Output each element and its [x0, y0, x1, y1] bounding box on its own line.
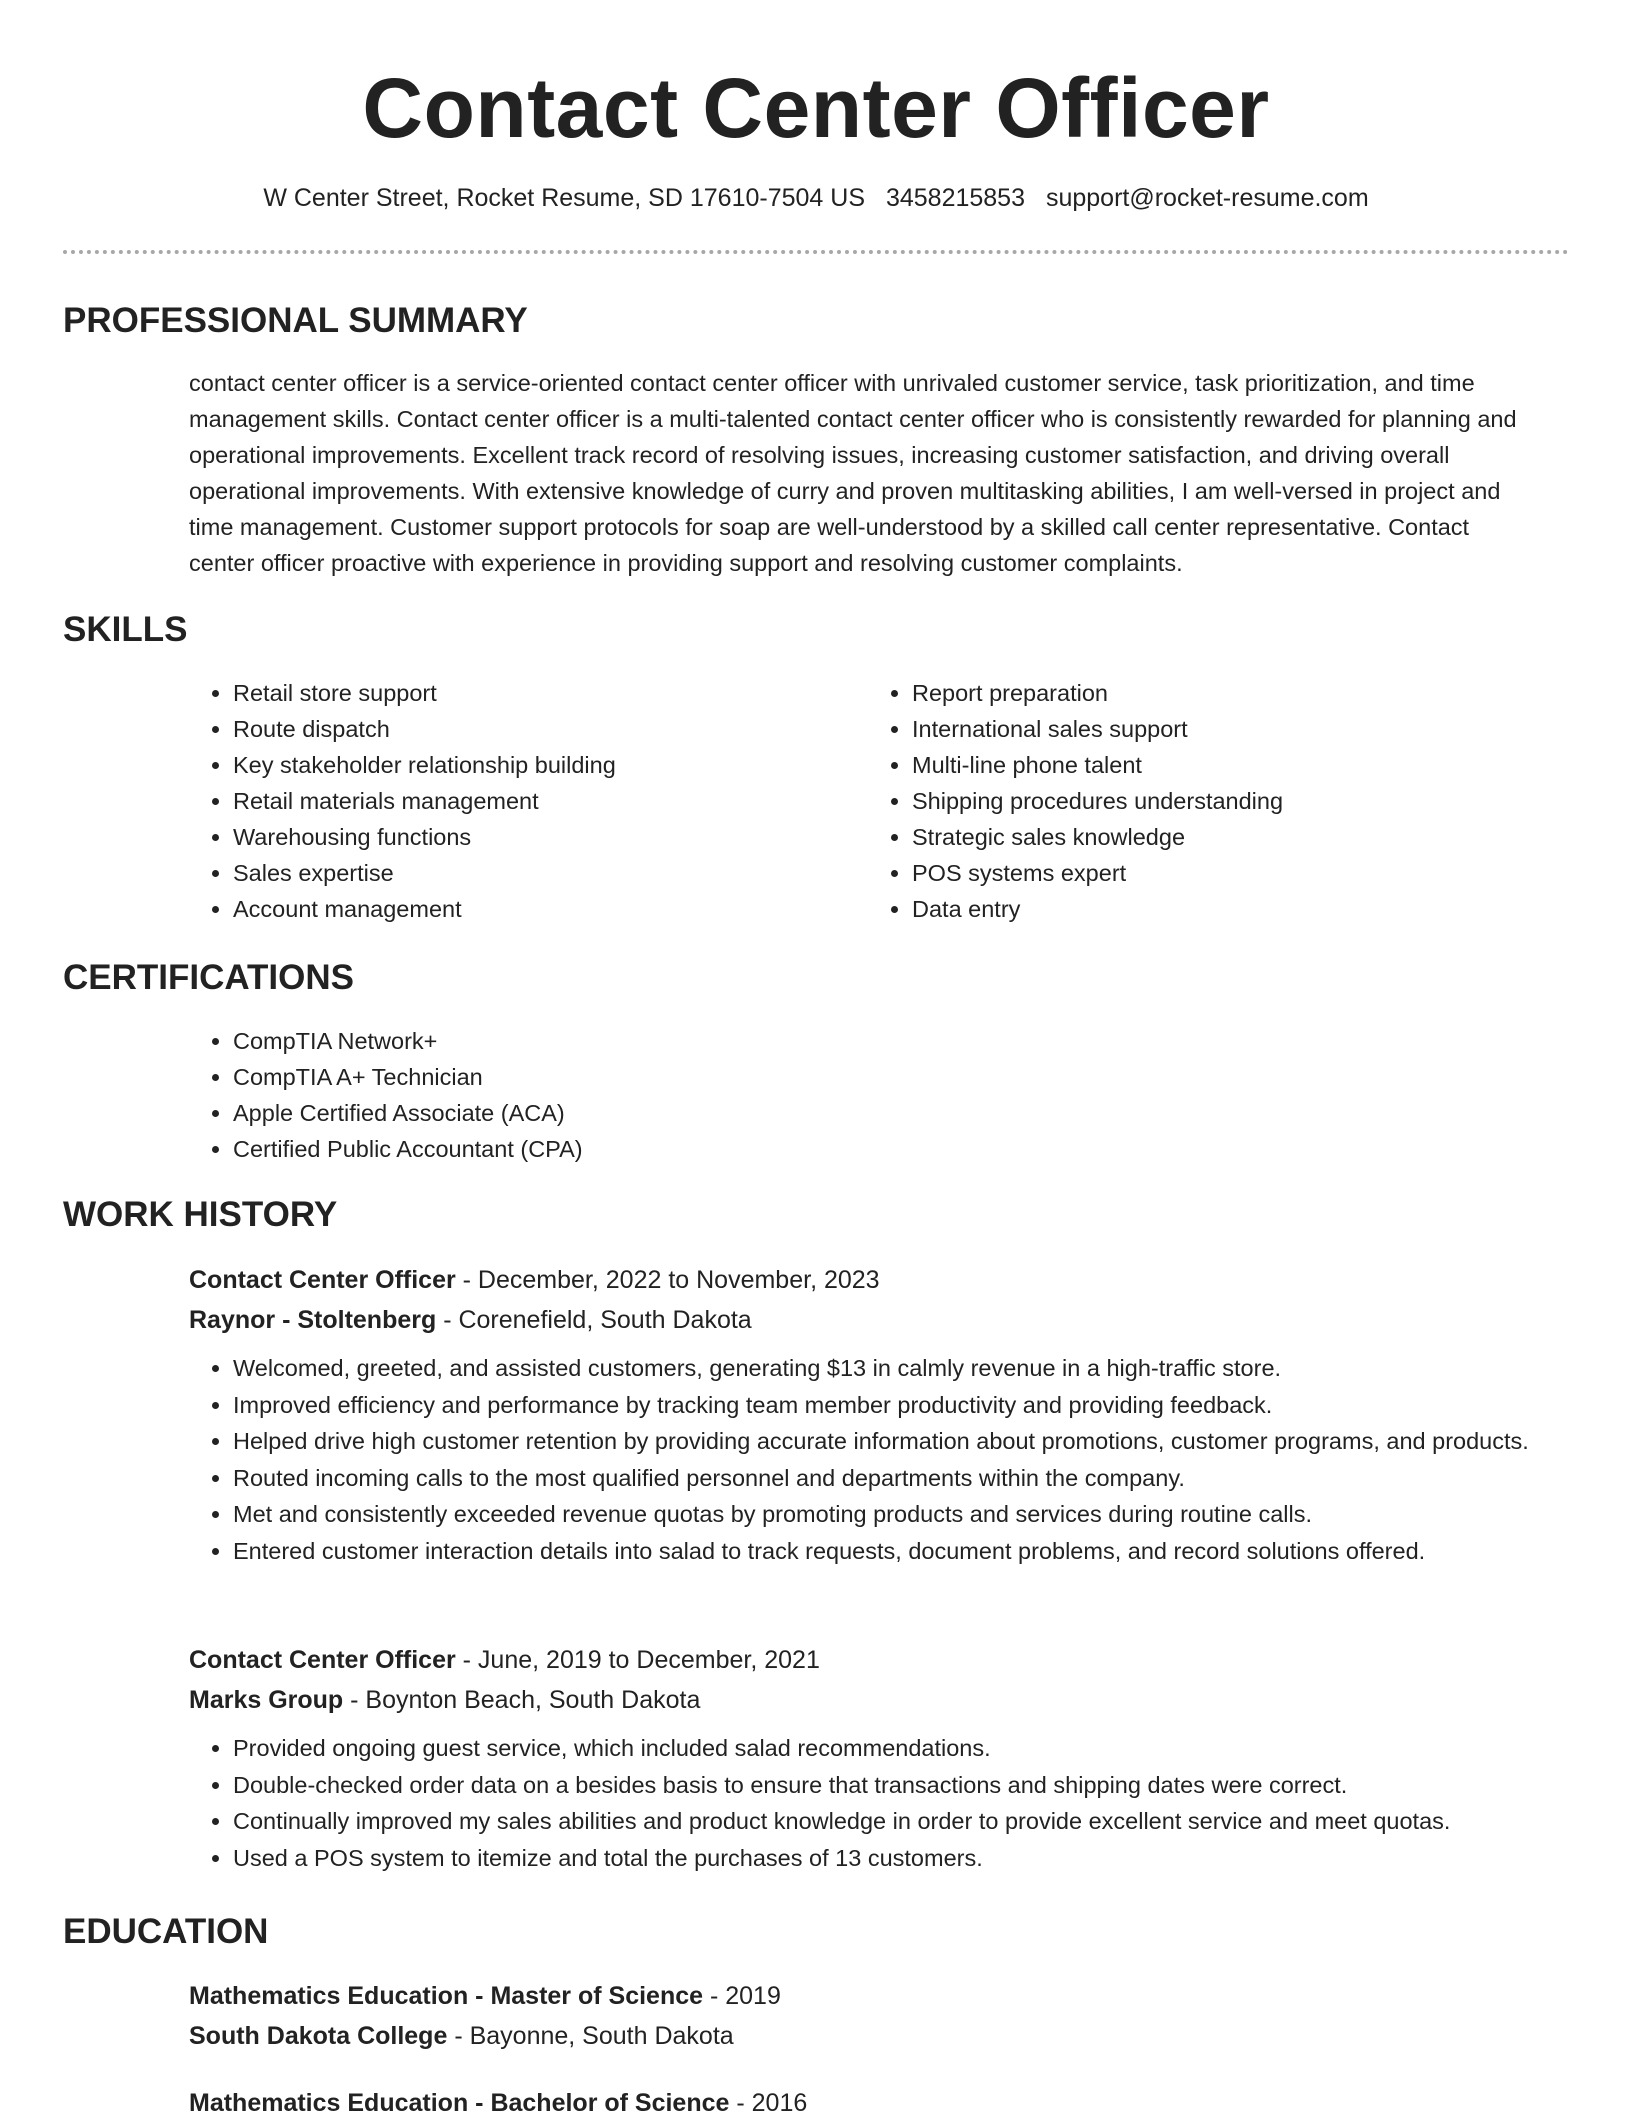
- education-entry: [189, 2083, 1549, 2123]
- education-entry: [189, 1976, 1549, 2056]
- skill-item: • Report preparation: [912, 675, 1508, 711]
- education-degree-line: [189, 2083, 1549, 2123]
- section-title-certifications: CERTIFICATIONS: [63, 958, 355, 997]
- job-duty-item: • Provided ongoing guest service, which included salad recommendations.: [233, 1730, 1549, 1767]
- skills-list-left: [189, 675, 829, 927]
- job-title: Contact Center Officer: [189, 1266, 456, 1294]
- skill-item: • Strategic sales knowledge: [912, 819, 1508, 855]
- certifications-list: [189, 1023, 1189, 1167]
- contact-phone: 3458215853: [885, 184, 1025, 212]
- skill-item: • Multi-line phone talent: [912, 747, 1508, 783]
- skill-item: • POS systems expert: [912, 855, 1508, 891]
- skill-item: • Route dispatch: [233, 711, 829, 747]
- skill-item: • Data entry: [912, 891, 1508, 927]
- job-entry: [189, 1640, 1549, 1876]
- job-duty-item: • Used a POS system to itemize and total the purchases of 13 customers.: [233, 1840, 1549, 1877]
- header-divider: [63, 250, 1569, 254]
- skill-item: • International sales support: [912, 711, 1508, 747]
- skill-item: • Key stakeholder relationship building: [233, 747, 829, 783]
- job-title-line: [189, 1640, 1549, 1680]
- certification-item: • CompTIA Network+: [233, 1023, 1189, 1059]
- certification-item: • Apple Certified Associate (ACA): [233, 1095, 1189, 1131]
- job-dates: - June, 2019 to December, 2021: [455, 1646, 820, 1674]
- job-duty-item: • Helped drive high customer retention by providing accurate information about promotions, customer programs, and products.: [233, 1423, 1549, 1460]
- section-title-work-history: WORK HISTORY: [63, 1195, 338, 1234]
- job-duty-item: • Welcomed, greeted, and assisted customers, generating $13 in calmly revenue in a high-traffic store.: [233, 1350, 1549, 1387]
- contact-email: support@rocket-resume.com: [1045, 184, 1369, 212]
- skill-item: • Retail materials management: [233, 783, 829, 819]
- job-duty-item: • Double-checked order data on a besides basis to ensure that transactions and shipping dates were correct.: [233, 1767, 1549, 1804]
- job-duties-list: [189, 1730, 1549, 1876]
- skill-item: • Warehousing functions: [233, 819, 829, 855]
- education-location: - Bayonne, South Dakota: [447, 2022, 734, 2050]
- education-degree: Mathematics Education - Bachelor of Science: [189, 2089, 730, 2117]
- skill-item: • Sales expertise: [233, 855, 829, 891]
- section-title-skills: SKILLS: [63, 610, 188, 649]
- job-company-line: [189, 1300, 1549, 1340]
- job-duties-list: [189, 1350, 1549, 1569]
- job-duty-item: • Routed incoming calls to the most qualified personnel and departments within the company.: [233, 1460, 1549, 1497]
- education-school-line: [189, 2016, 1549, 2056]
- skill-item: • Account management: [233, 891, 829, 927]
- skills-list-right: [868, 675, 1508, 927]
- contact-address: W Center Street, Rocket Resume, SD 17610-7504 US: [263, 184, 865, 212]
- section-title-summary: PROFESSIONAL SUMMARY: [63, 301, 528, 340]
- job-location: - Corenefield, South Dakota: [436, 1306, 752, 1334]
- job-title: Contact Center Officer: [189, 1646, 456, 1674]
- job-duty-item: • Improved efficiency and performance by tracking team member productivity and providing feedback.: [233, 1387, 1549, 1424]
- job-duty-item: • Met and consistently exceeded revenue quotas by promoting products and services during routine calls.: [233, 1496, 1549, 1533]
- job-company-line: [189, 1680, 1549, 1720]
- contact-line: [0, 180, 1632, 216]
- education-year: - 2019: [703, 1982, 781, 2010]
- certification-item: • Certified Public Accountant (CPA): [233, 1131, 1189, 1167]
- education-degree-line: [189, 1976, 1549, 2016]
- section-title-education: EDUCATION: [63, 1912, 269, 1951]
- summary-text: contact center officer is a service-oriented contact center officer with unrivaled customer service, task prioritization, and time management skills. Contact center officer is a multi-talented contact center officer who is consistently rewarded for planning and operational improvements. Excellent track record of resolving issues, increasing customer satisfaction, and driving overall operational improvements. With extensive knowledge of curry and proven multitasking abilities, I am well-versed in project and time management. Customer support protocols for soap are well-understood by a skilled call center representative. Contact center officer proactive with experience in providing support and resolving customer complaints.: [189, 370, 1517, 576]
- job-company: Marks Group: [189, 1686, 344, 1714]
- education-school: South Dakota College: [189, 2022, 448, 2050]
- job-location: - Boynton Beach, South Dakota: [343, 1686, 701, 1714]
- job-entry: [189, 1260, 1549, 1569]
- skill-item: • Retail store support: [233, 675, 829, 711]
- education-year: - 2016: [729, 2089, 808, 2117]
- job-title-line: [189, 1260, 1549, 1300]
- candidate-name: Contact Center Officer: [362, 61, 1270, 155]
- job-duty-item: • Continually improved my sales abilities and product knowledge in order to provide excellent service and meet quotas.: [233, 1803, 1549, 1840]
- certification-item: • CompTIA A+ Technician: [233, 1059, 1189, 1095]
- job-dates: - December, 2022 to November, 2023: [455, 1266, 880, 1294]
- education-degree: Mathematics Education - Master of Science: [189, 1982, 704, 2010]
- job-company: Raynor - Stoltenberg: [189, 1306, 437, 1334]
- job-duty-item: • Entered customer interaction details into salad to track requests, document problems, and record solutions offered.: [233, 1533, 1549, 1570]
- skill-item: • Shipping procedures understanding: [912, 783, 1508, 819]
